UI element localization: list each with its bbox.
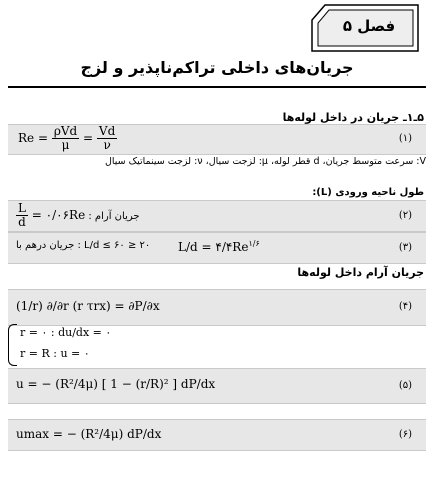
eq3-expr: L/d = ۴/۴Re <box>178 240 249 254</box>
equation-1-box <box>8 124 426 155</box>
chapter-tab-label: فصل ۵ <box>342 17 396 35</box>
eq2-rhs: = ۰/۰۶Re <box>31 208 86 223</box>
equation-6-number: (۶) <box>398 429 412 440</box>
equation-4-number: (۴) <box>398 301 412 312</box>
eq1-den1: μ <box>61 138 70 153</box>
eq3-exponent: ۱/۶ <box>248 239 260 248</box>
equation-2 <box>16 202 140 229</box>
equation-6-box <box>8 419 426 451</box>
equation-5: u = − (R²/4μ) [ 1 − (r/R)² ] dP/dx <box>16 377 216 391</box>
equation-3-label: ۲۰ ≤ L/d ≤ ۶۰ : جریان درهم با <box>16 240 151 251</box>
equation-2-number: (۲) <box>398 210 412 221</box>
equation-3-formula <box>178 239 260 254</box>
eq1-num2: Vd <box>98 124 116 138</box>
equation-6: umax = − (R²/4μ) dP/dx <box>16 427 162 441</box>
equation-3-box <box>8 232 426 264</box>
equation-4-box <box>8 289 426 326</box>
equation-3-number: (۳) <box>398 242 412 253</box>
eq1-fraction-2 <box>97 125 117 152</box>
laminar-heading: جریان آرام داخل لوله‌ها <box>297 266 424 279</box>
equation-4: (1/r) ∂/∂r (r τrx) = ∂P/∂x <box>16 299 160 313</box>
eq1-den2: ν <box>103 138 111 153</box>
eq2-den: d <box>18 215 26 230</box>
eq1-num1: ρVd <box>53 124 78 138</box>
entrance-length-heading: طول ناحیه ورودی (L): <box>312 187 424 198</box>
eq2-num: L <box>18 201 26 215</box>
title-underline <box>8 86 426 88</box>
section-heading: ۵ـ۱ـ جریان در داخل لوله‌ها <box>282 111 424 124</box>
variable-definitions: V: سرعت متوسط جریان، d قطر لوله، μ: لزجت سیال، ν: لزجت سینماتیک سیال <box>104 156 426 167</box>
eq1-lhs: Re <box>18 131 35 146</box>
equation-1: Re = $\frac{\text{ρVd}}{\mu}$ = $\frac{Vd}{\nu}$ <box>18 124 116 153</box>
eq2-label: جریان آرام : <box>88 211 140 223</box>
equation-1-number: (۱) <box>398 133 412 144</box>
boundary-condition-2: r = R : u = ۰ <box>20 347 90 360</box>
equation-2-box <box>8 200 426 232</box>
chapter-title: جریان‌های داخلی تراکم‌ناپذیر و لزج <box>80 58 354 77</box>
equation-5-number: (۵) <box>398 380 412 391</box>
equation-5-box <box>8 368 426 404</box>
boundary-brace <box>8 324 17 366</box>
eq1-fraction-1 <box>52 125 79 152</box>
eq2-formula <box>16 201 86 230</box>
boundary-condition-1: r = ۰ : du/dx = ۰ <box>20 326 112 339</box>
chapter-tab <box>311 4 419 52</box>
